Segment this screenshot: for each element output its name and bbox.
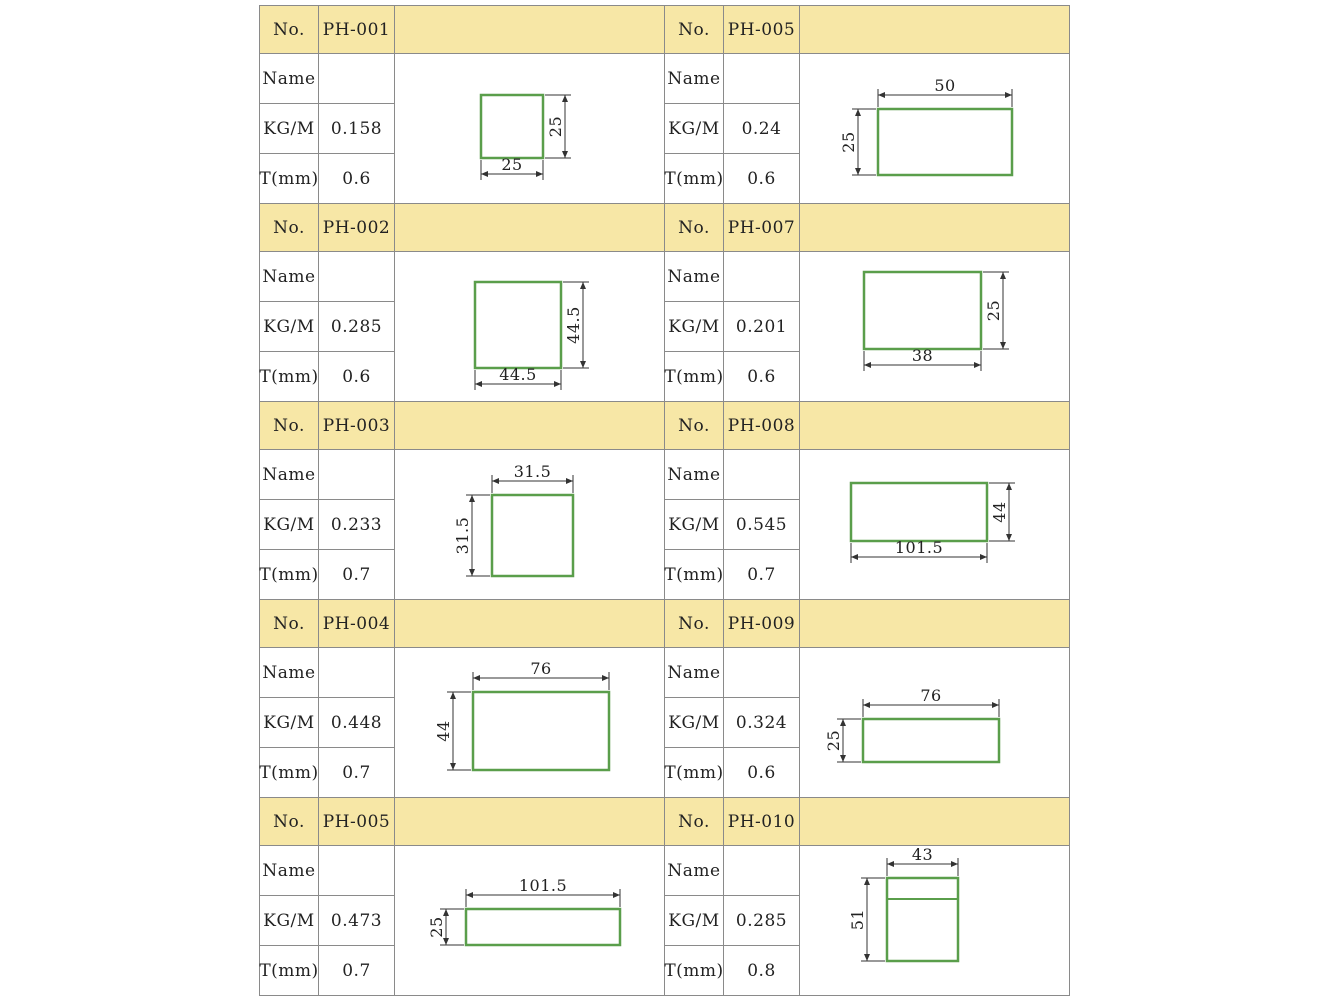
thickness-value: 0.8	[723, 945, 800, 996]
product-number: PH-010	[723, 797, 800, 846]
name-value	[723, 449, 800, 500]
thickness-value: 0.7	[318, 747, 395, 798]
kgm-value: 0.324	[723, 697, 800, 748]
height-dimension: 25	[984, 299, 1003, 322]
profile-drawing	[394, 53, 665, 204]
product-number: PH-002	[318, 203, 395, 252]
profile-drawing	[394, 647, 665, 798]
kgm-label: KG/M	[664, 103, 724, 154]
profile-drawing	[394, 251, 665, 402]
height-dimension: 44	[990, 501, 1009, 523]
header-blank	[799, 203, 1070, 252]
profile-drawing	[799, 53, 1070, 204]
no-label: No.	[664, 401, 724, 450]
kgm-value: 0.448	[318, 697, 395, 748]
thickness-value: 0.6	[318, 351, 395, 402]
height-dimension: 25	[824, 729, 843, 752]
name-label: Name	[664, 449, 724, 500]
name-value	[318, 449, 395, 500]
thickness-value: 0.6	[723, 351, 800, 402]
kgm-value: 0.158	[318, 103, 395, 154]
no-label: No.	[259, 599, 319, 648]
kgm-label: KG/M	[664, 697, 724, 748]
kgm-label: KG/M	[664, 499, 724, 550]
name-value	[723, 647, 800, 698]
width-dimension: 76	[920, 686, 942, 705]
header-blank	[799, 401, 1070, 450]
height-dimension: 25	[546, 115, 565, 138]
thickness-label: T(mm)	[664, 945, 724, 996]
height-dimension: 31.5	[453, 516, 472, 555]
profile-outline	[466, 909, 620, 945]
thickness-value: 0.7	[318, 549, 395, 600]
width-dimension: 44.5	[499, 365, 537, 384]
name-value	[318, 251, 395, 302]
thickness-label: T(mm)	[259, 153, 319, 204]
height-dimension: 25	[839, 131, 858, 153]
name-value	[723, 845, 800, 896]
product-number: PH-007	[723, 203, 800, 252]
header-blank	[394, 599, 665, 648]
profile-drawing	[394, 845, 665, 996]
kgm-value: 0.201	[723, 301, 800, 352]
kgm-value: 0.473	[318, 895, 395, 946]
product-number: PH-009	[723, 599, 800, 648]
kgm-value: 0.285	[318, 301, 395, 352]
height-dimension: 44.5	[564, 306, 583, 344]
header-blank	[394, 203, 665, 252]
header-blank	[799, 599, 1070, 648]
name-value	[318, 53, 395, 104]
name-label: Name	[259, 53, 319, 104]
thickness-label: T(mm)	[259, 549, 319, 600]
profile-outline	[887, 878, 958, 961]
thickness-value: 0.6	[723, 153, 800, 204]
width-dimension: 38	[911, 346, 934, 365]
profile-drawing	[799, 449, 1070, 600]
thickness-label: T(mm)	[259, 945, 319, 996]
header-blank	[799, 5, 1070, 54]
width-dimension: 43	[911, 846, 934, 864]
name-label: Name	[664, 53, 724, 104]
no-label: No.	[259, 401, 319, 450]
name-label: Name	[664, 647, 724, 698]
profile-outline	[473, 692, 609, 770]
width-dimension: 101.5	[894, 538, 944, 557]
profile-outline	[492, 495, 573, 576]
profile-outline	[481, 95, 543, 158]
width-dimension: 31.5	[513, 462, 552, 481]
width-dimension: 25	[501, 155, 523, 174]
profile-outline	[863, 719, 999, 762]
profile-outline	[878, 109, 1012, 175]
profile-outline	[475, 282, 561, 368]
product-number: PH-003	[318, 401, 395, 450]
name-label: Name	[259, 647, 319, 698]
width-dimension: 76	[530, 659, 552, 678]
width-dimension: 101.5	[518, 876, 568, 895]
name-value	[723, 251, 800, 302]
kgm-label: KG/M	[259, 697, 319, 748]
kgm-value: 0.285	[723, 895, 800, 946]
kgm-label: KG/M	[664, 301, 724, 352]
thickness-value: 0.7	[318, 945, 395, 996]
no-label: No.	[664, 5, 724, 54]
header-blank	[394, 401, 665, 450]
name-value	[318, 647, 395, 698]
profile-drawing	[799, 647, 1070, 798]
thickness-label: T(mm)	[664, 153, 724, 204]
profile-outline	[851, 483, 987, 541]
profile-drawing	[799, 845, 1070, 996]
product-number: PH-001	[318, 5, 395, 54]
height-dimension: 44	[434, 720, 453, 742]
product-number: PH-005	[723, 5, 800, 54]
kgm-label: KG/M	[259, 103, 319, 154]
header-blank	[799, 797, 1070, 846]
kgm-label: KG/M	[664, 895, 724, 946]
name-label: Name	[259, 449, 319, 500]
no-label: No.	[664, 797, 724, 846]
header-blank	[394, 797, 665, 846]
height-dimension: 25	[427, 916, 446, 938]
header-blank	[394, 5, 665, 54]
profile-drawing	[394, 449, 665, 600]
product-number: PH-008	[723, 401, 800, 450]
name-value	[318, 845, 395, 896]
profile-outline	[864, 272, 981, 349]
kgm-label: KG/M	[259, 895, 319, 946]
kgm-label: KG/M	[259, 499, 319, 550]
thickness-label: T(mm)	[259, 351, 319, 402]
name-label: Name	[664, 251, 724, 302]
thickness-value: 0.6	[723, 747, 800, 798]
kgm-value: 0.545	[723, 499, 800, 550]
name-label: Name	[259, 845, 319, 896]
profile-spec-sheet	[259, 5, 1069, 995]
no-label: No.	[664, 599, 724, 648]
thickness-label: T(mm)	[664, 549, 724, 600]
name-value	[723, 53, 800, 104]
no-label: No.	[259, 5, 319, 54]
thickness-value: 0.6	[318, 153, 395, 204]
width-dimension: 50	[934, 76, 956, 95]
profile-drawing	[799, 251, 1070, 402]
kgm-value: 0.24	[723, 103, 800, 154]
no-label: No.	[664, 203, 724, 252]
no-label: No.	[259, 797, 319, 846]
thickness-label: T(mm)	[664, 351, 724, 402]
thickness-label: T(mm)	[259, 747, 319, 798]
thickness-label: T(mm)	[664, 747, 724, 798]
name-label: Name	[664, 845, 724, 896]
kgm-value: 0.233	[318, 499, 395, 550]
name-label: Name	[259, 251, 319, 302]
no-label: No.	[259, 203, 319, 252]
thickness-value: 0.7	[723, 549, 800, 600]
product-number: PH-005	[318, 797, 395, 846]
kgm-label: KG/M	[259, 301, 319, 352]
product-number: PH-004	[318, 599, 395, 648]
height-dimension: 51	[848, 908, 867, 931]
